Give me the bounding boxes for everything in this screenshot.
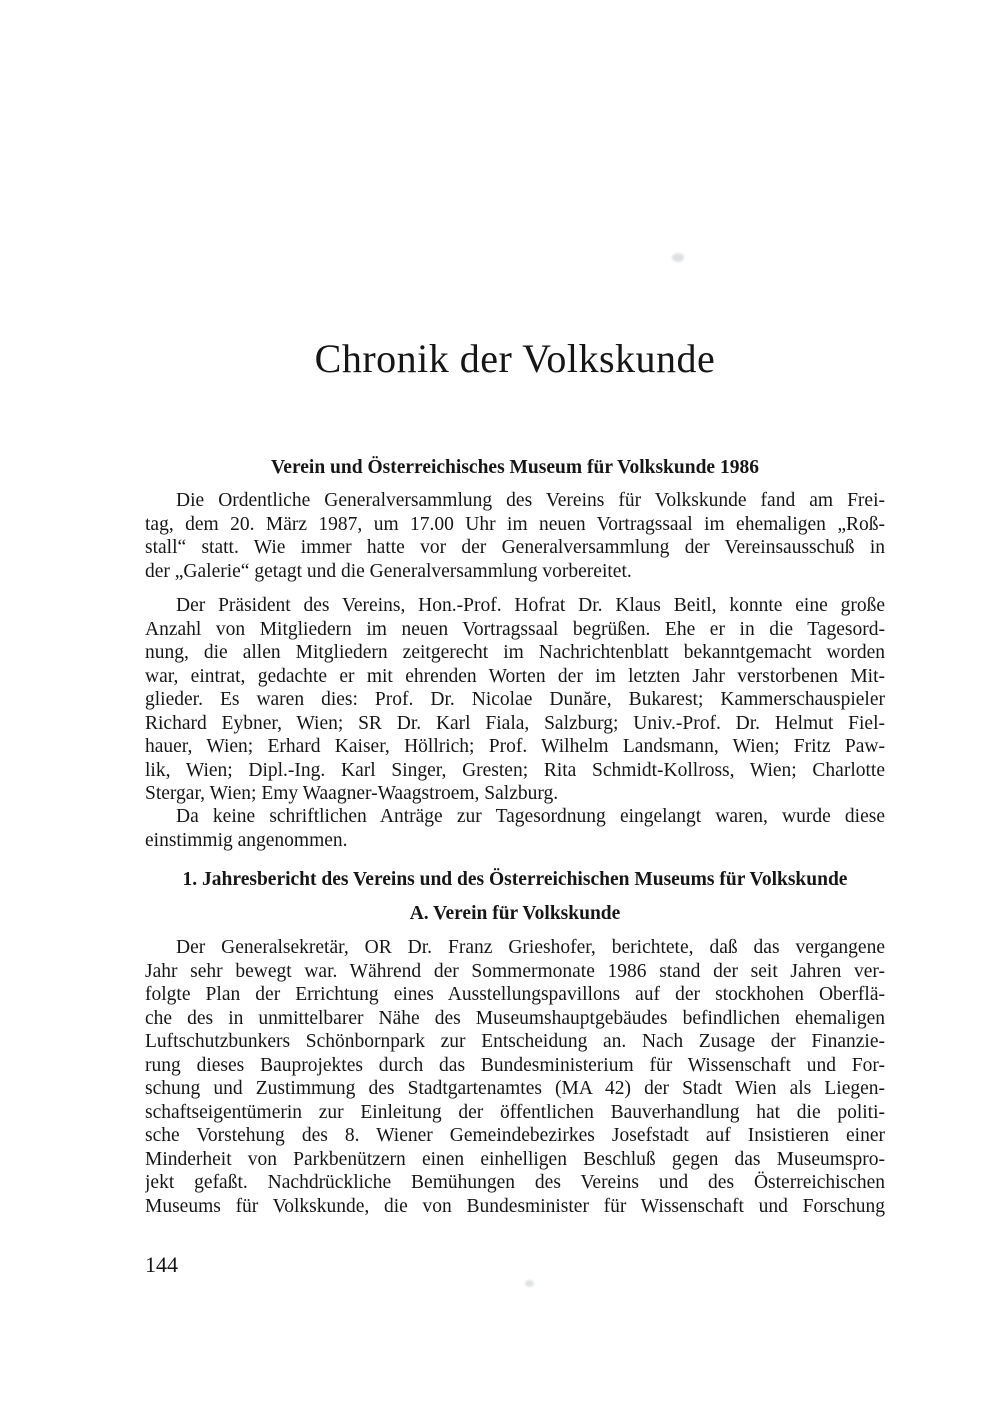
text-line: glieder. Es waren dies: Prof. Dr. Nicolae Dunăre, Bukarest; Kammerschauspieler: [145, 689, 885, 710]
text-line: schung und Zustimmung des Stadtgartenamtes (MA 42) der Stadt Wien als Liegen-: [145, 1078, 885, 1099]
text-line: rung dieses Bauprojektes durch das Bundesministerium für Wissenschaft und For-: [145, 1054, 885, 1076]
paragraph: [145, 489, 885, 583]
text-line: Der Generalsekretär, OR Dr. Franz Grieshofer, berichtete, daß das vergangene: [176, 937, 885, 958]
text-line: Anzahl von Mitgliedern im neuen Vortragssaal begrüßen. Ehe er in die Tagesord-: [145, 618, 885, 640]
paragraph: [145, 805, 885, 852]
text-line: nung, die allen Mitgliedern zeitgerecht im Nachrichtenblatt bekanntgemacht worden: [145, 642, 885, 663]
section-heading-verein: A. Verein für Volkskunde: [409, 903, 621, 924]
text-line: Museums für Volkskunde, die von Bundesminister für Wissenschaft und Forschung: [145, 1195, 885, 1217]
section-heading-annual-report: 1. Jahresbericht des Vereins und des Österreichischen Museums für Volkskunde: [182, 869, 848, 890]
text-line: hauer, Wien; Erhard Kaiser, Höllrich; Prof. Wilhelm Landsmann, Wien; Fritz Paw-: [145, 736, 885, 757]
text-line: stall“ statt. Wie immer hatte vor der Generalversammlung der Vereinsausschuß in: [145, 537, 885, 558]
text-line: Der Präsident des Vereins, Hon.-Prof. Hofrat Dr. Klaus Beitl, konnte eine große: [176, 595, 885, 616]
text-line: Da keine schriftlichen Anträge zur Tagesordnung eingelangt waren, wurde diese: [176, 806, 885, 827]
text-line: Minderheit von Parkbenützern einen einhelligen Beschluß gegen das Museumspro-: [145, 1148, 885, 1170]
text-line: lik, Wien; Dipl.-Ing. Karl Singer, Gresten; Rita Schmidt-Kollross, Wien; Charlotte: [145, 759, 885, 781]
scan-smudge: [672, 253, 684, 262]
text-line: Richard Eybner, Wien; SR Dr. Karl Fiala, Salzburg; Univ.-Prof. Dr. Helmut Fiel-: [145, 712, 885, 734]
text-line: einstimmig angenommen.: [145, 829, 348, 851]
text-line: schaftseigentümerin zur Einleitung der öffentlichen Bauverhandlung hat die politi-: [145, 1101, 885, 1123]
page-title: Chronik der Volkskunde: [314, 336, 716, 381]
text-line: Jahr sehr bewegt war. Während der Sommermonate 1986 stand der seit Jahren ver-: [145, 960, 885, 982]
section-subtitle: Verein und Österreichisches Museum für Volkskunde 1986: [271, 457, 759, 478]
page-number: 144: [145, 1252, 178, 1277]
text-line: Luftschutzbunkers Schönbornpark zur Entscheidung an. Nach Zusage der Finanzie-: [145, 1031, 885, 1052]
text-line: der „Galerie“ getagt und die Generalversammlung vorbereitet.: [145, 560, 632, 582]
text-line: war, eintrat, gedachte er mit ehrenden Worten der im letzten Jahr verstorbenen Mit-: [145, 665, 885, 687]
text-line: tag, dem 20. März 1987, um 17.00 Uhr im neuen Vortragssaal im ehemaligen „Roß-: [145, 513, 885, 535]
paragraph: [145, 594, 885, 806]
text-line: Stergar, Wien; Emy Waagner-Waagstroem, Salzburg.: [145, 783, 559, 804]
text-line: sche Vorstehung des 8. Wiener Gemeindebezirkes Josefstadt auf Insistieren einer: [145, 1125, 885, 1146]
text-line: jekt gefaßt. Nachdrückliche Bemühungen des Vereins und des Österreichischen: [145, 1172, 885, 1193]
scan-smudge: [525, 1280, 534, 1287]
paragraph: [145, 936, 885, 1218]
text-line: Die Ordentliche Generalversammlung des Vereins für Volkskunde fand am Frei-: [176, 490, 885, 511]
text-line: folgte Plan der Errichtung eines Ausstellungspavillons auf der stockhohen Oberflä-: [145, 984, 885, 1005]
text-line: che des in unmittelbarer Nähe des Museumshauptgebäudes befindlichen ehemaligen: [145, 1007, 885, 1029]
